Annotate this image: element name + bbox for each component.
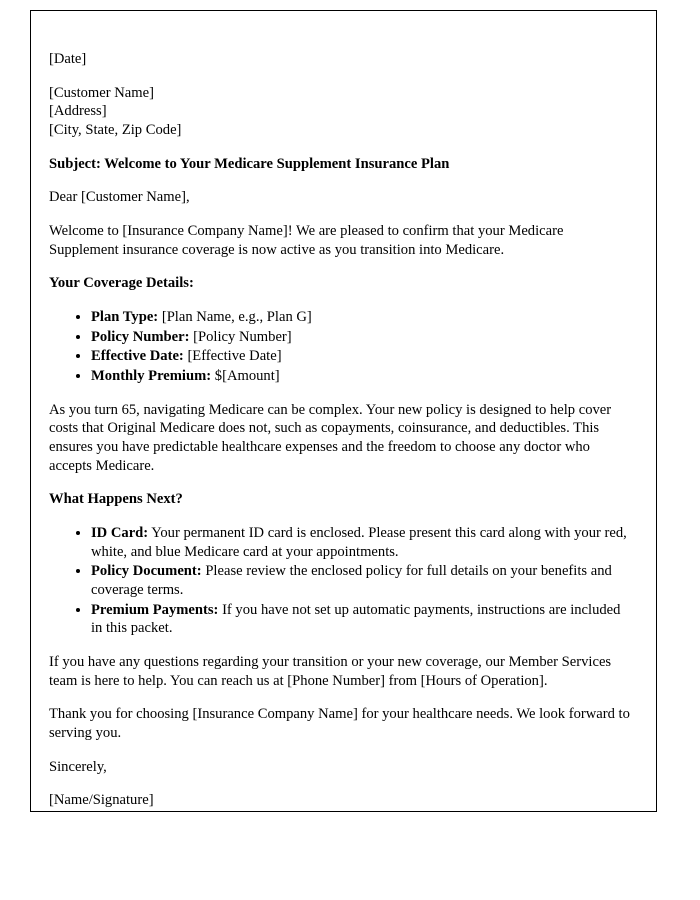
date-line: [Date] [49, 51, 87, 67]
coverage-item-monthly-premium [91, 367, 634, 386]
recipient-name: [Customer Name] [49, 84, 154, 101]
coverage-details-heading: Your Coverage Details: [49, 275, 194, 292]
coverage-item-label: Plan Type: [91, 309, 159, 326]
coverage-item-value: $[Amount] [214, 368, 280, 385]
closing: Sincerely, [49, 758, 107, 775]
next-item-label: ID Card: [91, 525, 149, 542]
next-item-text: If you have not set up automatic payments, instructions are included in this packet. [91, 601, 621, 637]
coverage-details-list [49, 308, 634, 386]
coverage-item-value: [Effective Date] [187, 348, 282, 365]
next-item-text: Please review the enclosed policy for full details on your benefits and coverage terms. [91, 563, 612, 599]
coverage-item-value: [Plan Name, e.g., Plan G] [161, 309, 312, 326]
subject-line: Subject: Welcome to Your Medicare Supplement Insurance Plan [49, 155, 450, 172]
transition-paragraph: As you turn 65, navigating Medicare can be complex. Your new policy is designed to help cover costs that Original Medicare does not, such as copayments, coinsurance, and deductibles. This ensures you have predictable healthcare expenses and the freedom to choose any doctor who accepts Medicare. [49, 401, 612, 474]
coverage-item-value: [Policy Number] [193, 328, 292, 345]
coverage-item-label: Policy Number: [91, 328, 190, 345]
coverage-item-label: Effective Date: [91, 348, 184, 365]
next-item-id-card [91, 524, 634, 561]
next-item-policy-document [91, 562, 634, 599]
signature-line: [Name/Signature] [49, 792, 154, 809]
thanks-paragraph: Thank you for choosing [Insurance Company Name] for your healthcare needs. We look forward to serving you. [49, 706, 630, 742]
next-item-label: Premium Payments: [91, 601, 219, 618]
recipient-block [49, 84, 634, 140]
next-item-text: Your permanent ID card is enclosed. Please present this card along with your red, white, and blue Medicare card at your appointments. [91, 525, 627, 560]
coverage-item-label: Monthly Premium: [91, 368, 212, 385]
salutation: Dear [Customer Name], [49, 189, 190, 206]
coverage-item-effective-date [91, 347, 634, 366]
what-happens-next-heading: What Happens Next? [49, 491, 183, 508]
letter-document [30, 10, 657, 812]
questions-paragraph: If you have any questions regarding your transition or your new coverage, our Member Services team is here to help. You can reach us at [Phone Number] from [Hours of Operation]. [49, 654, 612, 689]
recipient-city-state-zip: [City, State, Zip Code] [49, 122, 182, 139]
next-item-label: Policy Document: [91, 563, 202, 580]
coverage-item-plan-type [91, 308, 634, 327]
intro-paragraph: Welcome to [Insurance Company Name]! We are pleased to confirm that your Medicare Supplement insurance coverage is now active as you transition into Medicare. [49, 223, 564, 258]
next-steps-list [49, 524, 634, 638]
next-item-premium-payments [91, 601, 634, 638]
coverage-item-policy-number [91, 328, 634, 347]
recipient-address: [Address] [49, 103, 107, 120]
